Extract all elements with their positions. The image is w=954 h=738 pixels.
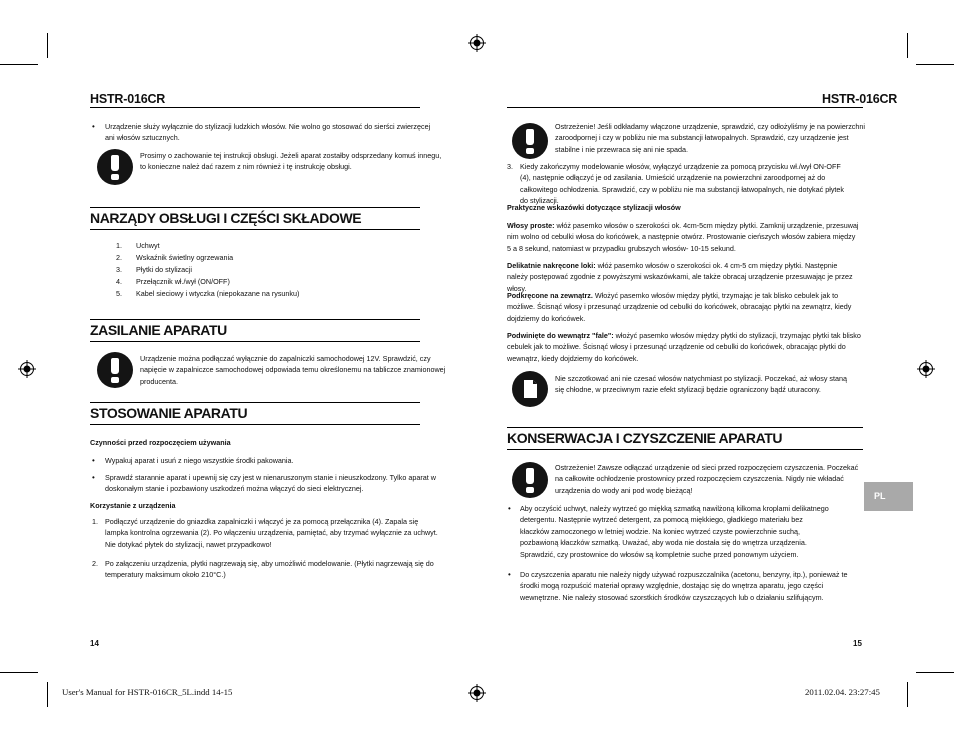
list-item: 3. xyxy=(116,265,122,274)
page-number-right: 15 xyxy=(853,639,862,648)
list-item: 2. xyxy=(116,253,122,262)
section-title-maintenance: KONSERWACJA I CZYSZCZENIE APARATU xyxy=(507,430,783,446)
warning-text-cleaning: Ostrzeżenie! Zawsze odłączać urządzenie od sieci przed rozpoczęciem czyszczenia. Poczekać na całkowite ochłodzenie prostownicy przed rozpoczęciem czyszczenia. Nigdy nie wkładać urządzenia do wody ani pod wodę bieżącą! xyxy=(555,463,859,495)
crop-mark xyxy=(916,64,954,65)
bullet-icon: • xyxy=(508,570,511,579)
list-item: 4. xyxy=(116,277,122,286)
warning-icon xyxy=(512,462,548,498)
list-item: Płytki do stylizacji xyxy=(136,265,192,274)
crop-mark xyxy=(0,64,38,65)
bullet-clean-handle: Aby oczyścić uchwyt, należy wytrzeć go miękką szmatką nawilżoną kilkoma kroplami delikatnego detergentu. Następnie wytrzeć detergent, za pomocą miękkiego, gładkiego materiału bez kłaczków zamoczonego w letniej wodzie. Na koniec wytrzeć czyste powierzchnie suchą, pozbawioną kłaczków szmatką. Uważać, aby woda nie dostała się do wnętrza urządzenia. Sprawdzić, czy prostownice do włosów są kompletnie suche przed ponownym użyciem. xyxy=(520,504,829,559)
list-item: 5. xyxy=(116,289,122,298)
bullet-icon: • xyxy=(92,473,95,482)
list-item: Uchwyt xyxy=(136,241,160,250)
section-rule xyxy=(90,341,420,342)
tip-curls: Delikatnie nakręcone loki: włóż pasemko włosów o szerokości ok. 4 cm-5 cm między płytki. Następnie należy postępować zgodnie z powyższymi wskazówkami, ale także obracaj urządzenie przesuwając je przez włosy. xyxy=(507,261,853,293)
subheading-tips: Praktyczne wskazówki dotyczące stylizacji włosów xyxy=(507,203,681,212)
section-rule xyxy=(90,402,420,403)
registration-mark-icon xyxy=(468,34,486,52)
section-rule xyxy=(507,427,863,428)
crop-mark xyxy=(47,682,48,707)
section-title-power: ZASILANIE APARATU xyxy=(90,322,227,338)
crop-mark xyxy=(916,672,954,673)
step-1-text: Podłączyć urządzenie do gniazdka zapalniczki i włączyć je za pomocą przełącznika (4). Zapala się lampka kontrolna ogrzewania (2). Po włączeniu urządzenia, pamiętać, aby trzymać wyłącznie za uchwyt. Nie dotykać płytek do stylizacji, nawet przypadkowo! xyxy=(105,517,438,549)
bullet-icon: • xyxy=(508,504,511,513)
warning-icon xyxy=(97,149,133,185)
crop-mark xyxy=(0,672,38,673)
bullet-unpack: Wypakuj aparat i usuń z niego wszystkie środki pakowania. xyxy=(105,456,294,465)
registration-mark-icon xyxy=(18,360,36,378)
note-icon xyxy=(512,371,548,407)
model-header-right: HSTR-016CR xyxy=(822,92,898,106)
step-3-text: Kiedy zakończymy modelowanie włosów, wyłączyć urządzenie za pomocą przycisku wł./wył ON-OFF (4), następnie odłączyć je od zasilania. Umieścić urządzenie na powierzchni zaroodpornej aż do całkowitego ochłodzenia. Sprawdzić, czy w pobliżu nie ma substancji łatwopalnych, nie dotykać płytek do stylizacji. xyxy=(520,162,845,206)
intro-bullet-text: Urządzenie służy wyłącznie do stylizacji ludzkich włosów. Nie wolno go stosować do sierści zwierzęcej ani włosów sztucznych. xyxy=(105,122,431,143)
warning-icon xyxy=(512,123,548,159)
warning-text-placing: Ostrzeżenie! Jeśli odkładamy włączone urządzenie, sprawdzić, czy odłożyliśmy je na powierzchni zaroodpornej i czy w pobliżu nie ma substancji łatwopalnych. Sprawdzić, czy urządzenie jest stabilne i nie przewraca się ani nie spada. xyxy=(555,122,865,154)
subheading-before-use: Czynności przed rozpoczęciem używania xyxy=(90,438,231,447)
crop-mark xyxy=(907,33,908,58)
section-rule xyxy=(90,424,420,425)
section-title-controls: NARZĄDY OBSŁUGI I CZĘŚCI SKŁADOWE xyxy=(90,210,362,226)
note-text: Nie szczotkować ani nie czesać włosów natychmiast po stylizacji. Poczekać, aż włosy staną się chłodne, w przeciwnym razie efekt stylizacji będzie ograniczony bądź uturacony. xyxy=(555,374,848,395)
tip-inward: Podwinięte do wewnątrz "fale": włożyć pasemko włosów między płytki do stylizacji, trzymając płytki tak blisko cebulek jak to możliwe. Ścisnąć włosy i przesunąć urządzenie od cebulki do końcówek, obracając płytki do wewnątrz, kiedy dojdziemy do końcówek. xyxy=(507,331,861,363)
section-rule xyxy=(507,449,863,450)
page-number-left: 14 xyxy=(90,639,99,648)
step-number: 2. xyxy=(92,559,98,568)
warning-icon xyxy=(97,352,133,388)
list-item: 1. xyxy=(116,241,122,250)
warning-text-power: Urządzenie można podłączać wyłącznie do zapalniczki samochodowej 12V. Sprawdzić, czy napięcie w zapalniczce samochodowej odpowiada temu określonemu na tabliczce znamionowej producenta. xyxy=(140,354,446,386)
registration-mark-icon xyxy=(468,684,486,702)
header-rule-right xyxy=(507,107,863,108)
tip-straight: Włosy proste: włóż pasemko włosów o szerokości ok. 4cm-5cm między płytki. Zamknij urządzenie, przesuwaj nim wolno od cebulki włosa do końcówek, a następnie otwórz. Prostowanie cieńszych włosów zabiera między 5 a 8 sekund, natomiast w przypadku grubszych włosów- 10-15 sekund. xyxy=(507,221,859,253)
footer-timestamp: 2011.02.04. 23:27:45 xyxy=(805,687,880,697)
section-rule xyxy=(90,319,420,320)
language-tab: PL xyxy=(864,482,913,511)
header-rule-left xyxy=(90,107,420,108)
bullet-icon: • xyxy=(92,456,95,465)
subheading-usage: Korzystanie z urządzenia xyxy=(90,501,176,510)
step-2-text: Po załączeniu urządzenia, płytki nagrzewają się, aby umożliwić modelowanie. (Płytki nagrzewają się do temperatury maksimum około 210°C.) xyxy=(105,559,434,580)
list-item: Przełącznik wł./wył (ON/OFF) xyxy=(136,277,230,286)
section-rule xyxy=(90,207,420,208)
bullet-inspect: Sprawdź starannie aparat i upewnij się czy jest w nienaruszonym stanie i nieuszkodzony. Tylko aparat w doskonałym stanie i pozbawiony uszkodzeń można włączyć do sieci elektrycznej. xyxy=(105,473,436,494)
step-number: 1. xyxy=(92,517,98,526)
bullet-icon: • xyxy=(92,122,95,131)
section-title-usage: STOSOWANIE APARATU xyxy=(90,405,248,421)
bullet-no-solvents: Do czyszczenia aparatu nie należy nigdy używać rozpuszczalnika (acetonu, benzyny, itp.), ponieważ te środki mogą rozpuścić materiał oprawy względnie, dostając się do wnętrza aparatu, jego części wewnętrzne. Nie należy stosować szorstkich środków czyszczących lub o działaniu szlifującym. xyxy=(520,570,848,602)
registration-mark-icon xyxy=(917,360,935,378)
crop-mark xyxy=(907,682,908,707)
list-item: Kabel sieciowy i wtyczka (niepokazane na rysunku) xyxy=(136,289,300,298)
warning-text-instructions: Prosimy o zachowanie tej instrukcji obsługi. Jeżeli aparat zostałby odsprzedany komuś innegu, to konieczne należ dać razem z nim również i tę instrukcję obsługi. xyxy=(140,151,442,172)
step-number: 3. xyxy=(507,162,513,171)
model-header-left: HSTR-016CR xyxy=(90,92,166,106)
footer-filename: User's Manual for HSTR-016CR_5L.indd 14-15 xyxy=(62,687,233,697)
section-rule xyxy=(90,229,420,230)
crop-mark xyxy=(47,33,48,58)
tip-outward: Podkręcone na zewnątrz. Włożyć pasemko włosów między płytki, trzymając je tak blisko cebulek jak to możliwe. Ścisnąć włosy i przesunąć urządzenie od cebulki do końcówek, obracając płytki na zewnątrz, kiedy dojdziemy do końcówek. xyxy=(507,291,852,323)
list-item: Wskaźnik świetlny ogrzewania xyxy=(136,253,234,262)
